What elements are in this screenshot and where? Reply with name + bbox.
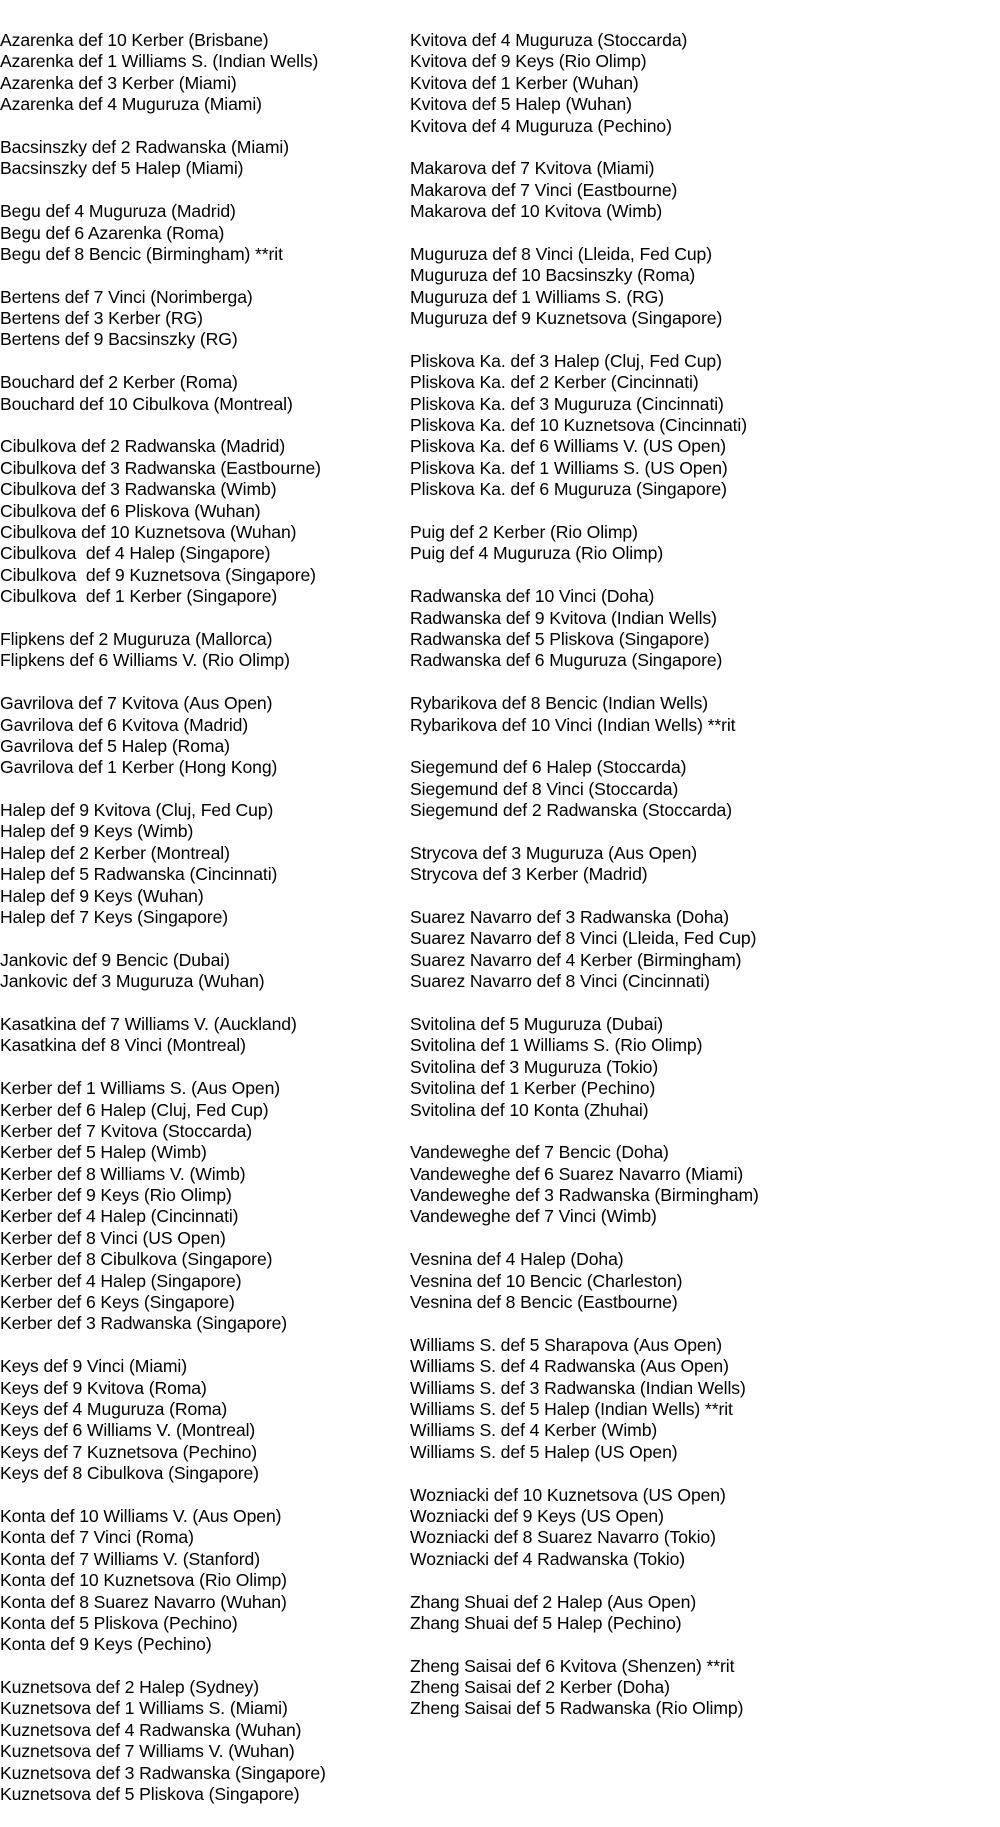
- result-line: Wozniacki def 9 Keys (US Open): [410, 1505, 664, 1526]
- result-group: [0, 30, 400, 116]
- result-group: [0, 201, 400, 265]
- result-line: Wozniacki def 4 Radwanska (Tokio): [410, 1548, 686, 1569]
- result-line: Konta def 8 Suarez Navarro (Wuhan): [0, 1591, 287, 1612]
- result-group: [0, 1356, 400, 1484]
- result-line: Gavrilova def 7 Kvitova (Aus Open): [0, 693, 273, 714]
- result-line: Pliskova Ka. def 6 Muguruza (Singapore): [410, 479, 727, 500]
- result-group: [410, 757, 990, 821]
- result-line: Vandeweghe def 7 Vinci (Wimb): [410, 1206, 657, 1227]
- result-line: Strycova def 3 Kerber (Madrid): [410, 864, 648, 885]
- result-line: Radwanska def 6 Muguruza (Singapore): [410, 650, 723, 671]
- result-line: Kerber def 4 Halep (Cincinnati): [0, 1206, 239, 1227]
- result-line: Rybarikova def 8 Bencic (Indian Wells): [410, 693, 709, 714]
- result-group: [410, 843, 990, 886]
- result-line: Azarenka def 1 Williams S. (Indian Wells): [0, 51, 319, 72]
- result-line: Svitolina def 3 Muguruza (Tokio): [410, 1056, 659, 1077]
- result-line: Puig def 2 Kerber (Rio Olimp): [410, 521, 638, 542]
- result-line: Kerber def 1 Williams S. (Aus Open): [0, 1078, 281, 1099]
- result-group: [0, 1078, 400, 1335]
- result-line: Cibulkova def 2 Radwanska (Madrid): [0, 436, 286, 457]
- result-line: Kerber def 5 Halep (Wimb): [0, 1142, 207, 1163]
- result-line: Zhang Shuai def 5 Halep (Pechino): [410, 1612, 682, 1633]
- result-line: Begu def 8 Bencic (Birmingham) **rit: [0, 243, 283, 264]
- result-line: Begu def 6 Azarenka (Roma): [0, 222, 225, 243]
- result-line: Makarova def 10 Kvitova (Wimb): [410, 201, 663, 222]
- result-group: [410, 1485, 990, 1571]
- result-line: Gavrilova def 1 Kerber (Hong Kong): [0, 757, 278, 778]
- result-group: [410, 244, 990, 330]
- result-line: Keys def 6 Williams V. (Montreal): [0, 1420, 256, 1441]
- result-group: [0, 693, 400, 779]
- result-line: Makarova def 7 Kvitova (Miami): [410, 158, 655, 179]
- result-line: Kerber def 8 Williams V. (Wimb): [0, 1163, 246, 1184]
- result-line: Radwanska def 9 Kvitova (Indian Wells): [410, 607, 717, 628]
- result-group: [410, 158, 990, 222]
- result-line: Keys def 7 Kuznetsova (Pechino): [0, 1441, 258, 1462]
- result-line: Kuznetsova def 5 Pliskova (Singapore): [0, 1784, 300, 1805]
- result-line: Pliskova Ka. def 1 Williams S. (US Open): [410, 457, 728, 478]
- result-line: Svitolina def 10 Konta (Zhuhai): [410, 1099, 649, 1120]
- result-line: Pliskova Ka. def 6 Williams V. (US Open): [410, 436, 727, 457]
- result-group: [410, 1335, 990, 1463]
- result-group: [0, 137, 400, 180]
- result-line: Vandeweghe def 6 Suarez Navarro (Miami): [410, 1163, 744, 1184]
- result-line: Suarez Navarro def 4 Kerber (Birmingham): [410, 949, 742, 970]
- result-group: [410, 1014, 990, 1121]
- result-line: Kerber def 9 Keys (Rio Olimp): [0, 1185, 232, 1206]
- result-line: Pliskova Ka. def 3 Muguruza (Cincinnati): [410, 393, 724, 414]
- result-group: [410, 30, 990, 137]
- result-line: Cibulkova def 1 Kerber (Singapore): [0, 586, 278, 607]
- result-line: Zheng Saisai def 2 Kerber (Doha): [410, 1677, 670, 1698]
- result-line: Kasatkina def 8 Vinci (Montreal): [0, 1035, 246, 1056]
- result-line: Wozniacki def 10 Kuznetsova (US Open): [410, 1484, 726, 1505]
- result-line: Wozniacki def 8 Suarez Navarro (Tokio): [410, 1527, 716, 1548]
- result-line: Keys def 9 Kvitova (Roma): [0, 1377, 207, 1398]
- result-line: Siegemund def 8 Vinci (Stoccarda): [410, 778, 679, 799]
- result-group: [0, 1014, 400, 1057]
- result-group: [0, 629, 400, 672]
- result-group: [410, 693, 990, 736]
- result-line: Zheng Saisai def 6 Kvitova (Shenzen) **rit: [410, 1655, 735, 1676]
- result-line: Williams S. def 5 Halep (Indian Wells) **rit: [410, 1399, 733, 1419]
- result-line: Cibulkova def 6 Pliskova (Wuhan): [0, 500, 261, 521]
- result-group: [0, 800, 400, 928]
- result-line: Halep def 9 Keys (Wimb): [0, 821, 194, 842]
- result-group: [410, 1656, 990, 1720]
- result-line: Konta def 5 Pliskova (Pechino): [0, 1612, 238, 1633]
- result-group: [410, 907, 990, 993]
- result-line: Williams S. def 3 Radwanska (Indian Wells): [410, 1377, 746, 1398]
- result-line: Kerber def 4 Halep (Singapore): [0, 1270, 242, 1291]
- result-line: Azarenka def 3 Kerber (Miami): [0, 72, 237, 93]
- result-line: Halep def 5 Radwanska (Cincinnati): [0, 864, 278, 885]
- result-line: Kuznetsova def 3 Radwanska (Singapore): [0, 1762, 326, 1783]
- result-line: Kerber def 8 Vinci (US Open): [0, 1227, 226, 1248]
- result-line: Radwanska def 5 Pliskova (Singapore): [410, 628, 710, 649]
- result-line: Kerber def 8 Cibulkova (Singapore): [0, 1249, 273, 1270]
- result-line: Kvitova def 4 Muguruza (Stoccarda): [410, 30, 688, 50]
- result-line: Muguruza def 1 Williams S. (RG): [410, 286, 665, 307]
- result-group: [0, 372, 400, 415]
- result-group: [410, 586, 990, 672]
- result-line: Kuznetsova def 4 Radwanska (Wuhan): [0, 1719, 302, 1740]
- result-line: Bertens def 3 Kerber (RG): [0, 308, 203, 329]
- result-line: Cibulkova def 9 Kuznetsova (Singapore): [0, 564, 316, 585]
- result-group: [410, 1249, 990, 1313]
- result-line: Vandeweghe def 3 Radwanska (Birmingham): [410, 1185, 759, 1206]
- result-line: Muguruza def 8 Vinci (Lleida, Fed Cup): [410, 243, 712, 264]
- result-line: Konta def 10 Williams V. (Aus Open): [0, 1505, 282, 1526]
- result-line: Begu def 4 Muguruza (Madrid): [0, 201, 236, 222]
- result-line: Kasatkina def 7 Williams V. (Auckland): [0, 1013, 297, 1034]
- result-line: Bertens def 7 Vinci (Norimberga): [0, 286, 253, 307]
- result-line: Williams S. def 4 Kerber (Wimb): [410, 1420, 658, 1441]
- result-line: Kerber def 6 Halep (Cluj, Fed Cup): [0, 1099, 269, 1120]
- result-line: Strycova def 3 Muguruza (Aus Open): [410, 842, 698, 863]
- result-line: Kerber def 7 Kvitova (Stoccarda): [0, 1120, 253, 1141]
- result-line: Konta def 9 Keys (Pechino): [0, 1634, 212, 1655]
- result-line: Svitolina def 1 Williams S. (Rio Olimp): [410, 1035, 703, 1056]
- result-line: Siegemund def 2 Radwanska (Stoccarda): [410, 800, 732, 821]
- result-line: Konta def 7 Vinci (Roma): [0, 1527, 194, 1548]
- result-line: Konta def 7 Williams V. (Stanford): [0, 1548, 260, 1569]
- result-line: Kuznetsova def 7 Williams V. (Wuhan): [0, 1741, 295, 1762]
- result-line: Bouchard def 10 Cibulkova (Montreal): [0, 393, 293, 414]
- result-line: Muguruza def 10 Bacsinszky (Roma): [410, 265, 696, 286]
- result-line: Jankovic def 3 Muguruza (Wuhan): [0, 971, 265, 992]
- result-line: Rybarikova def 10 Vinci (Indian Wells) **rit: [410, 714, 736, 735]
- result-line: Pliskova Ka. def 10 Kuznetsova (Cincinnati): [410, 415, 748, 436]
- right-column: [410, 30, 990, 1741]
- result-line: Bouchard def 2 Kerber (Roma): [0, 372, 238, 393]
- result-line: Keys def 9 Vinci (Miami): [0, 1356, 187, 1377]
- result-line: Zheng Saisai def 5 Radwanska (Rio Olimp): [410, 1698, 744, 1719]
- result-line: Suarez Navarro def 3 Radwanska (Doha): [410, 907, 730, 928]
- result-line: Cibulkova def 3 Radwanska (Eastbourne): [0, 457, 321, 478]
- result-line: Kvitova def 4 Muguruza (Pechino): [410, 115, 672, 136]
- result-group: [0, 1506, 400, 1656]
- result-line: Makarova def 7 Vinci (Eastbourne): [410, 179, 678, 200]
- result-line: Cibulkova def 3 Radwanska (Wimb): [0, 479, 277, 500]
- result-group: [0, 436, 400, 607]
- result-line: Kvitova def 5 Halep (Wuhan): [410, 94, 632, 115]
- result-line: Vesnina def 8 Bencic (Eastbourne): [410, 1292, 678, 1313]
- result-line: Kerber def 3 Radwanska (Singapore): [0, 1313, 288, 1334]
- result-line: Suarez Navarro def 8 Vinci (Cincinnati): [410, 971, 710, 992]
- result-line: Williams S. def 5 Sharapova (Aus Open): [410, 1334, 723, 1355]
- result-group: [410, 1142, 990, 1228]
- result-line: Svitolina def 5 Muguruza (Dubai): [410, 1013, 664, 1034]
- result-line: Konta def 10 Kuznetsova (Rio Olimp): [0, 1570, 287, 1591]
- result-line: Vandeweghe def 7 Bencic (Doha): [410, 1142, 669, 1163]
- result-line: Cibulkova def 10 Kuznetsova (Wuhan): [0, 521, 297, 542]
- result-line: Bacsinszky def 5 Halep (Miami): [0, 158, 244, 179]
- result-line: Bertens def 9 Bacsinszky (RG): [0, 329, 238, 350]
- result-line: Halep def 7 Keys (Singapore): [0, 907, 229, 928]
- result-line: Kvitova def 1 Kerber (Wuhan): [410, 72, 639, 93]
- result-group: [410, 522, 990, 565]
- result-line: Azarenka def 10 Kerber (Brisbane): [0, 30, 269, 50]
- result-line: Cibulkova def 4 Halep (Singapore): [0, 543, 271, 564]
- left-column: [0, 30, 400, 1827]
- result-line: Jankovic def 9 Bencic (Dubai): [0, 949, 230, 970]
- result-group: [410, 351, 990, 501]
- result-line: Puig def 4 Muguruza (Rio Olimp): [410, 543, 664, 564]
- result-line: Muguruza def 9 Kuznetsova (Singapore): [410, 308, 723, 329]
- result-line: Keys def 4 Muguruza (Roma): [0, 1399, 228, 1419]
- result-line: Pliskova Ka. def 3 Halep (Cluj, Fed Cup): [410, 350, 722, 371]
- result-line: Kuznetsova def 2 Halep (Sydney): [0, 1677, 260, 1698]
- result-group: [0, 287, 400, 351]
- result-group: [0, 950, 400, 993]
- result-line: Flipkens def 2 Muguruza (Mallorca): [0, 628, 273, 649]
- result-line: Flipkens def 6 Williams V. (Rio Olimp): [0, 650, 290, 671]
- result-line: Vesnina def 4 Halep (Doha): [410, 1249, 624, 1270]
- result-line: Kuznetsova def 1 Williams S. (Miami): [0, 1698, 288, 1719]
- result-line: Gavrilova def 6 Kvitova (Madrid): [0, 714, 249, 735]
- result-line: Gavrilova def 5 Halep (Roma): [0, 735, 230, 756]
- result-line: Siegemund def 6 Halep (Stoccarda): [410, 757, 687, 778]
- result-line: Williams S. def 5 Halep (US Open): [410, 1441, 678, 1462]
- result-line: Svitolina def 1 Kerber (Pechino): [410, 1078, 656, 1099]
- result-line: Williams S. def 4 Radwanska (Aus Open): [410, 1356, 729, 1377]
- result-line: Radwanska def 10 Vinci (Doha): [410, 586, 655, 607]
- result-line: Suarez Navarro def 8 Vinci (Lleida, Fed Cup): [410, 928, 757, 949]
- result-line: Bacsinszky def 2 Radwanska (Miami): [0, 136, 289, 157]
- result-line: Kvitova def 9 Keys (Rio Olimp): [410, 51, 647, 72]
- result-line: Zhang Shuai def 2 Halep (Aus Open): [410, 1591, 697, 1612]
- result-line: Vesnina def 10 Bencic (Charleston): [410, 1270, 683, 1291]
- result-group: [410, 1592, 990, 1635]
- result-line: Halep def 9 Keys (Wuhan): [0, 885, 204, 906]
- result-line: Keys def 8 Cibulkova (Singapore): [0, 1463, 259, 1484]
- result-line: Pliskova Ka. def 2 Kerber (Cincinnati): [410, 372, 699, 393]
- result-line: Kerber def 6 Keys (Singapore): [0, 1292, 235, 1313]
- result-group: [0, 1677, 400, 1805]
- result-line: Azarenka def 4 Muguruza (Miami): [0, 94, 262, 115]
- result-line: Halep def 2 Kerber (Montreal): [0, 842, 230, 863]
- result-line: Halep def 9 Kvitova (Cluj, Fed Cup): [0, 800, 274, 821]
